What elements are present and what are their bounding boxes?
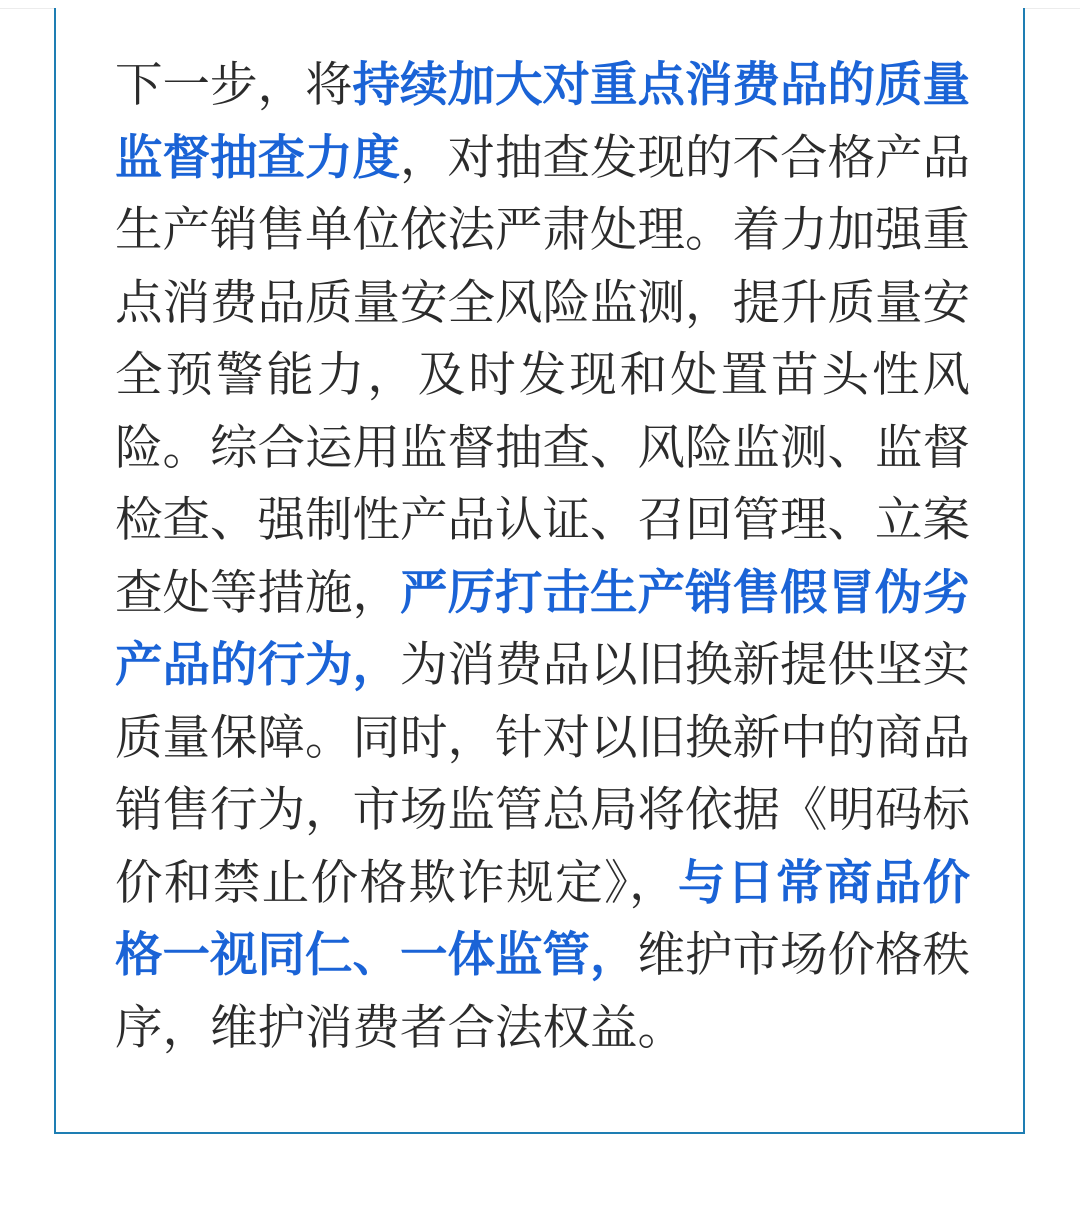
- text-segment: 维护市场价格秩序，维护消费者合法权益。: [115, 928, 970, 1056]
- text-segment: 为消费品以旧换新提供坚实质量保障。同时，针对以旧换新中的商品销售行为，市场监管总局将依据《明码标价和禁止价格欺诈规定》，: [115, 638, 970, 911]
- text-segment: 下一步，将: [115, 58, 353, 113]
- highlight-segment: 严厉打击生产销售假冒伪劣产品的行为，: [115, 565, 970, 693]
- article-card: [54, 8, 1025, 1134]
- highlight-segment: 持续加大对重点消费品的质量监督抽查力度: [115, 58, 970, 186]
- text-segment: ，对抽查发现的不合格产品生产销售单位依法严肃处理。着力加强重点消费品质量安全风险监测，提升质量安全预警能力，及时发现和处置苗头性风险。综合运用监督抽查、风险监测、监督检查、强制性产品认证、召回管理、立案查处等措施，: [115, 130, 970, 621]
- article-paragraph: [115, 50, 970, 1065]
- highlight-segment: 与日常商品价格一视同仁、一体监管，: [115, 855, 971, 983]
